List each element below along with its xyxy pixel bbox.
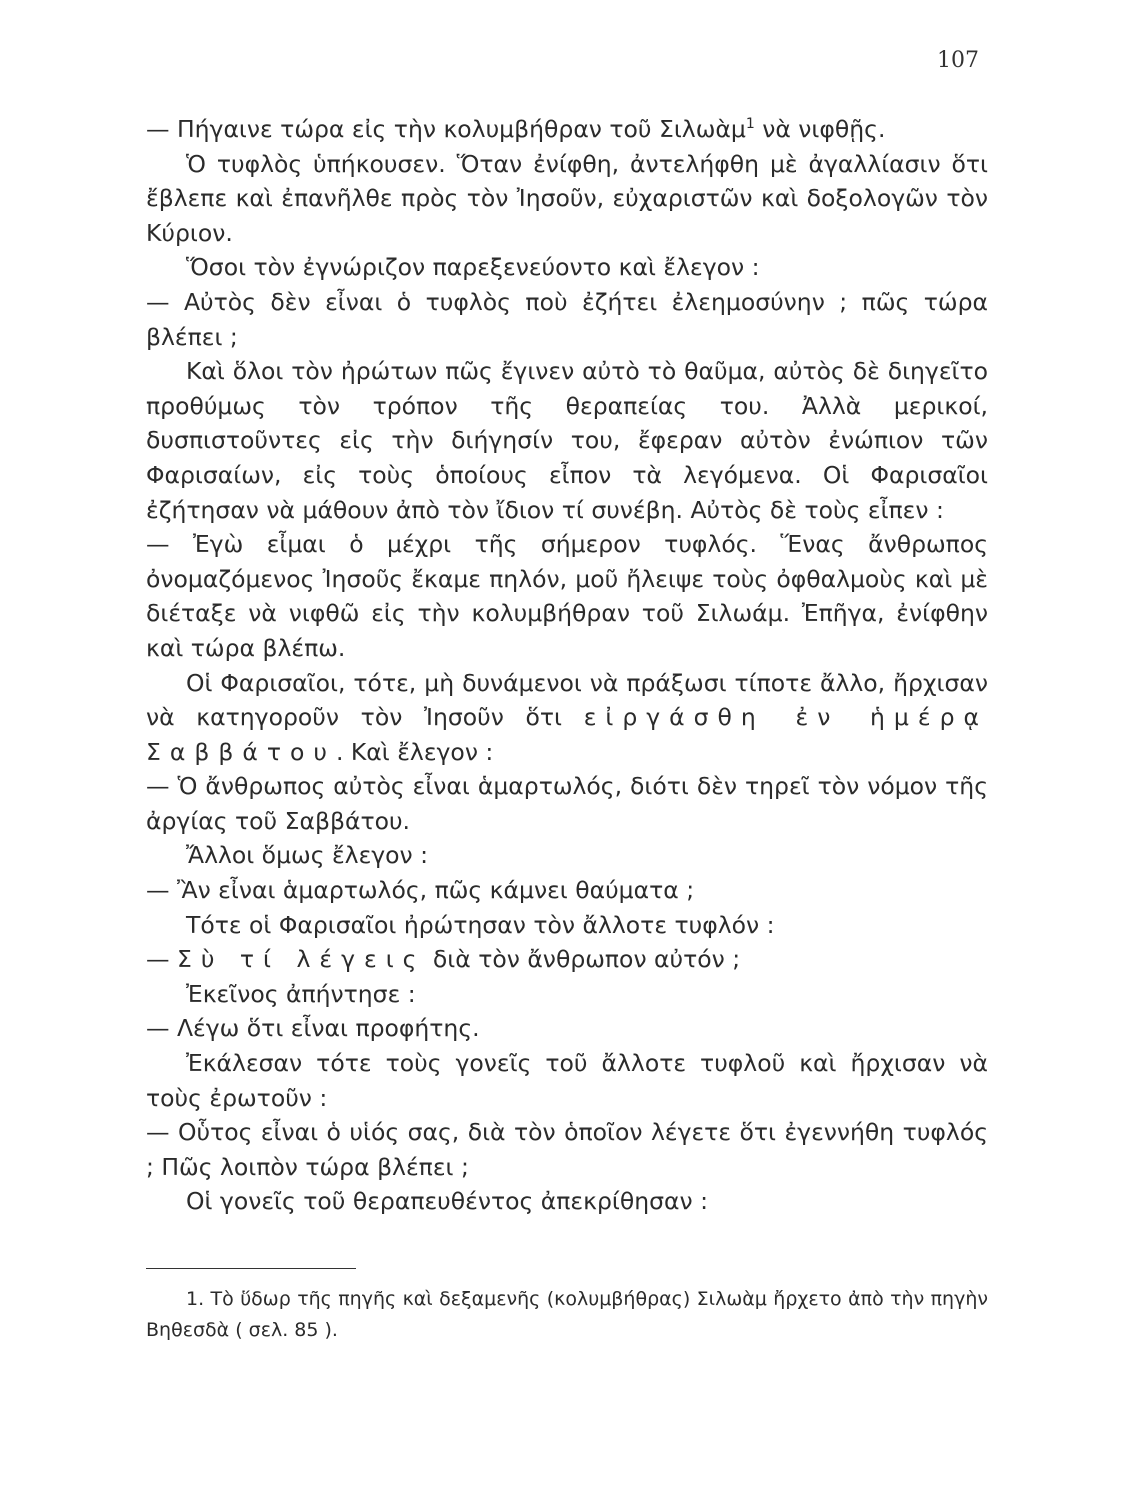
- paragraph-text-tail: . Καὶ ἔλεγον :: [335, 737, 494, 766]
- paragraph: [146, 838, 988, 873]
- emphasized-text: εἰργάσθη ἐν ἡμέρᾳ Σαββάτου: [146, 703, 988, 766]
- paragraph-text: Ἐκάλεσαν τότε τοὺς γονεῖς τοῦ ἄλλοτε τυφλοῦ καὶ ἤρχισαν νὰ τοὺς ἐρωτοῦν :: [146, 1049, 988, 1112]
- paragraph-text: Τότε οἱ Φαρισαῖοι ἠρώτησαν τὸν ἄλλοτε τυφλόν :: [186, 910, 775, 939]
- paragraph: [146, 1046, 988, 1115]
- paragraph-text: Ὅσοι τὸν ἐγνώριζον παρεξενεύοντο καὶ ἔλεγον :: [186, 253, 760, 282]
- page-number: 107: [937, 48, 979, 73]
- paragraph-text: — Ἐγὼ εἶμαι ὁ μέχρι τῆς σήμερον τυφλός. Ἕνας ἄνθρωπος ὀνομαζόμενος Ἰησοῦς ἔκαμε πηλόν, μοῦ ἤλειψε τοὺς ὀφθαλμοὺς καὶ μὲ διέταξε νὰ νιφθῶ εἰς τὴν κολυμβήθραν τοῦ Σιλωάμ. Ἐπῆγα, ἐνίφθην καὶ τώρα βλέπω.: [146, 530, 988, 662]
- paragraph: [146, 285, 988, 354]
- paragraph: [146, 354, 988, 527]
- paragraph-text: Ὁ τυφλὸς ὑπήκουσεν. Ὅταν ἐνίφθη, ἀντελήφθη μὲ ἀγαλλίασιν ὅτι ἔβλεπε καὶ ἐπανῆλθε πρὸς τὸν Ἰησοῦν, εὐχαριστῶν καὶ δοξολογῶν τὸν Κύριον.: [146, 149, 988, 247]
- paragraph: [146, 112, 988, 147]
- paragraph: [146, 666, 988, 770]
- paragraph-text: Οἱ γονεῖς τοῦ θεραπευθέντος ἀπεκρίθησαν :: [186, 1187, 709, 1216]
- paragraph: [146, 873, 988, 908]
- paragraph-text-tail: νὰ νιφθῇς.: [754, 115, 886, 143]
- paragraph: [146, 908, 988, 943]
- paragraph-text: Ἐκεῖνος ἀπήντησε :: [186, 979, 416, 1008]
- paragraph: [146, 147, 988, 251]
- paragraph-text: — Ὁ ἄνθρωπος αὐτὸς εἶναι ἁμαρτωλός, διότι δὲν τηρεῖ τὸν νόμον τῆς ἀργίας τοῦ Σαββάτου.: [146, 772, 988, 835]
- footnote: 1. Τὸ ὕδωρ τῆς πηγῆς καὶ δεξαμενῆς (κολυμβήθρας) Σιλωὰμ ἤρχετο ἀπὸ τὴν πηγὴν Βηθεσδὰ ( σελ. 85 ).: [146, 1288, 988, 1341]
- footnote-reference: 1: [745, 116, 755, 133]
- paragraph-text: — Ἂν εἶναι ἁμαρτωλός, πῶς κάμνει θαύματα ;: [146, 876, 695, 905]
- emphasized-text: Σὺ τί λέγεις: [176, 945, 426, 974]
- paragraph-text-tail: διὰ τὸν ἄνθρωπον αὐτόν ;: [425, 945, 741, 974]
- paragraph: [146, 1184, 988, 1219]
- paragraph-text: Οἱ Φαρισαῖοι, τότε, μὴ δυνάμενοι νὰ πράξωσι τίποτε ἄλλο, ἤρχισαν νὰ κατηγοροῦν τὸν Ἰησοῦν ὅτι: [146, 668, 988, 732]
- paragraph-text: — Αὐτὸς δὲν εἶναι ὁ τυφλὸς ποὺ ἐζήτει ἐλεημοσύνην ; πῶς τώρα βλέπει ;: [146, 287, 988, 351]
- paragraph: [146, 527, 988, 665]
- paragraph-text: Ἄλλοι ὅμως ἔλεγον :: [186, 841, 429, 870]
- footnote-divider: [146, 1268, 356, 1269]
- paragraph-text: Καὶ ὅλοι τὸν ἠρώτων πῶς ἔγινεν αὐτὸ τὸ θαῦμα, αὐτὸς δὲ διηγεῖτο προθύμως τὸν τρόπον τῆς θεραπείας του. Ἀλλὰ μερικοί, δυσπιστοῦντες εἰς τὴν διήγησίν του, ἔφεραν αὐτὸν ἐνώπιον τῶν Φαρισαίων, εἰς τοὺς ὁποίους εἶπον τὰ λεγόμενα. Οἱ Φαρισαῖοι ἐζήτησαν νὰ μάθουν ἀπὸ τὸν ἴδιον τί συνέβη. Αὐτὸς δὲ τοὺς εἶπεν :: [146, 357, 988, 524]
- paragraph: [146, 1115, 988, 1184]
- main-text: [146, 112, 988, 1219]
- paragraph: [146, 942, 988, 977]
- paragraph: [146, 769, 988, 838]
- paragraph-text: — Πήγαινε τώρα εἰς τὴν κολυμβήθραν τοῦ Σιλωὰμ: [146, 115, 746, 143]
- paragraph: [146, 1011, 988, 1046]
- paragraph: [146, 250, 988, 285]
- paragraph-text: — Λέγω ὅτι εἶναι προφήτης.: [146, 1014, 480, 1043]
- paragraph-text: —: [146, 945, 177, 974]
- paragraph: [146, 977, 988, 1012]
- paragraph-text: — Οὗτος εἶναι ὁ υἱός σας, διὰ τὸν ὁποῖον λέγετε ὅτι ἐγεννήθη τυφλός ; Πῶς λοιπὸν τώρα βλέπει ;: [146, 1118, 988, 1181]
